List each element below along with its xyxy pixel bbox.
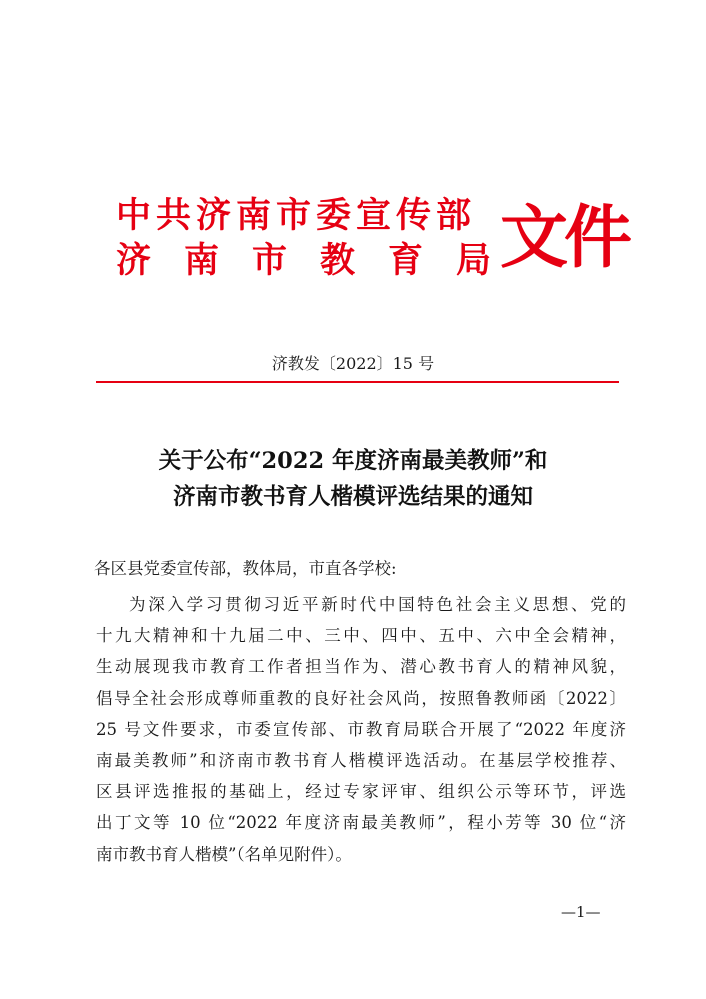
paragraph-line: 为深入学习贯彻习近平新时代中国特色社会主义思想、党的 (129, 595, 626, 614)
paragraph-line: 区县评选推报的基础上，经过专家评审、组织公示等环节，评选 (96, 782, 626, 802)
paragraph-line: 生动展现我市教育工作者担当作为、潜心教书育人的精神风貌， (96, 657, 626, 677)
salutation: 各区县党委宣传部，教体局，市直各学校: (94, 559, 397, 578)
header-org-line-2: 济南市教育局 (116, 240, 525, 281)
red-divider-line (96, 381, 619, 383)
title-line-2: 济南市教书育人楷模评选结果的通知 (172, 484, 533, 510)
paragraph-line: 南最美教师”和济南市教书育人楷模评选活动。在基层学校推荐、 (96, 750, 626, 770)
title-line-1: 关于公布“2022 年度济南最美教师”和 (158, 448, 548, 474)
document-number: 济教发〔2022〕15 号 (271, 354, 435, 373)
header-org-line-1: 中共济南市委宣传部 (116, 195, 477, 236)
paragraph-line: 25 号文件要求，市委宣传部、市教育局联合开展了“2022 年度济 (96, 719, 626, 739)
paragraph-line: 倡导全社会形成尊师重教的良好社会风尚，按照鲁教师函〔2022〕 (96, 688, 626, 708)
body-paragraph (96, 589, 626, 870)
paragraph-line: 出丁文等 10 位“2022 年度济南最美教师”，程小芳等 30 位“济 (96, 813, 626, 833)
paragraph-line: 十九大精神和十九届二中、三中、四中、五中、六中全会精神， (96, 626, 626, 646)
page-number: —1— (561, 903, 601, 921)
header-wenjian: 文件 (500, 198, 629, 278)
paragraph-line: 南市教书育人楷模”（名单见附件）。 (96, 844, 352, 864)
